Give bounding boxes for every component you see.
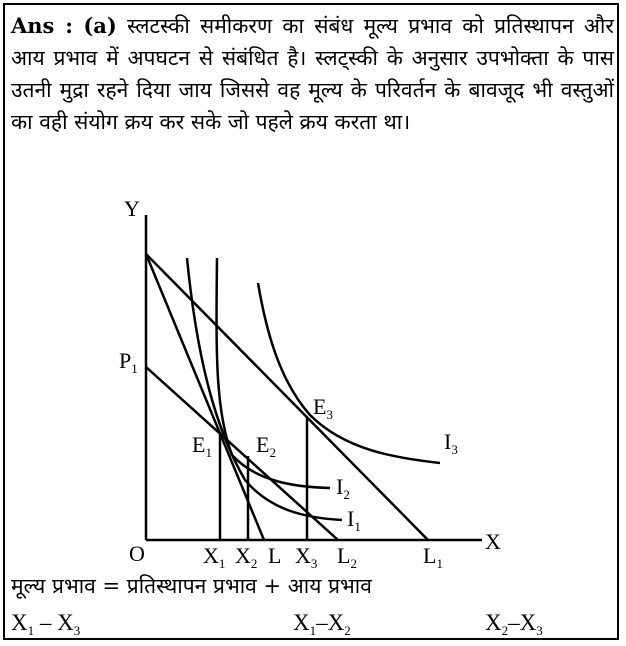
answer-part: (a) xyxy=(83,13,117,38)
label-e3: $E_3$ xyxy=(313,394,333,422)
x-axis-label: X xyxy=(485,529,501,554)
indifference-curve-i3 xyxy=(258,283,440,463)
label-e1: $E_1$ xyxy=(192,432,212,460)
price-effect-value: $X_1 - X_3$ xyxy=(11,610,81,638)
indifference-curve-i1 xyxy=(187,258,342,520)
label-i3: $I_3$ xyxy=(444,429,458,457)
y-axis-label: Y xyxy=(124,196,140,221)
label-e2: $E_2$ xyxy=(256,432,276,460)
label-x3: $X_3$ xyxy=(295,543,318,571)
effect-formula: मूल्य प्रभाव = प्रतिस्थापन प्रभाव + आय प्रभाव xyxy=(11,574,372,598)
income-effect-value: $X_2-X_3$ xyxy=(485,610,543,638)
budget-line-pl1 xyxy=(146,254,428,540)
answer-label: Ans : xyxy=(11,13,74,38)
answer-text: स्लटस्की समीकरण का संबंध मूल्य प्रभाव को प्रतिस्थापन और आय प्रभाव में अपघटन से संबंधित है। स्लट्स्की के अनुसार उपभोक्ता के पास उतनी मुद्रा रहने दिया जाय जिससे वह मूल्य के परिवर्तन के बावजूद भी वस्तुओं का वही संयोग क्रय कर सके जो पहले क्रय करता था। xyxy=(11,14,614,134)
substitution-effect-value: $X_1-X_2$ xyxy=(293,610,351,638)
label-i1: $I_1$ xyxy=(347,506,361,534)
label-i2: $I_2$ xyxy=(336,474,350,502)
budget-line-p1l2 xyxy=(146,367,338,540)
label-x2: $X_2$ xyxy=(235,543,258,571)
origin-label: O xyxy=(129,541,145,566)
label-p1: $P_1$ xyxy=(119,348,138,376)
budget-line-pl xyxy=(146,254,264,540)
label-l2: $L_2$ xyxy=(337,543,357,571)
label-l: L xyxy=(268,543,282,568)
label-l1: $L_1$ xyxy=(423,543,443,571)
label-x1: $X_1$ xyxy=(203,543,226,571)
